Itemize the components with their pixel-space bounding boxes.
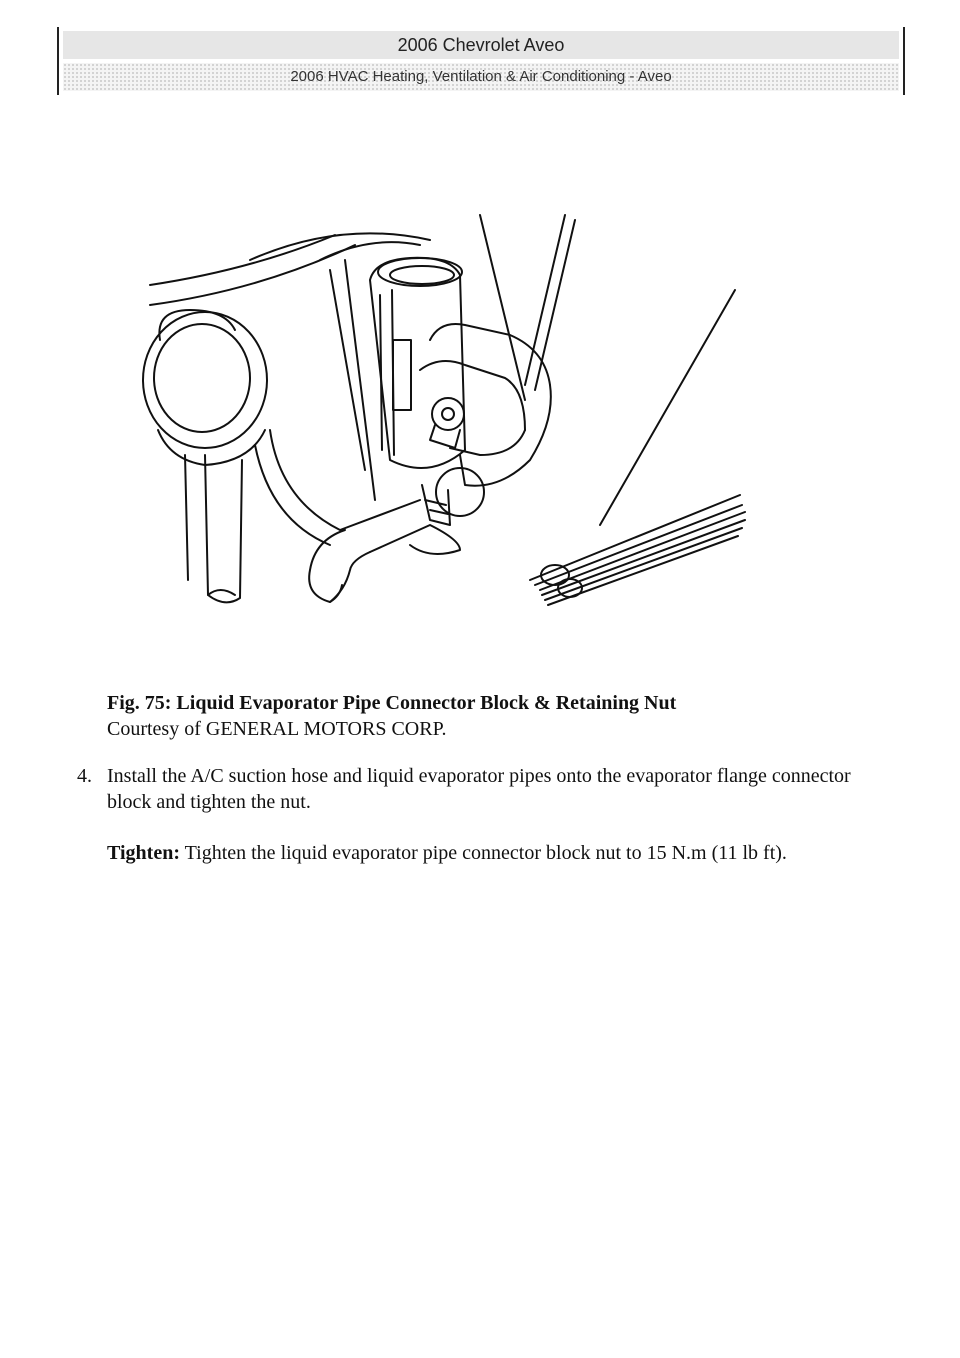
figure-courtesy: Courtesy of GENERAL MOTORS CORP. — [107, 718, 447, 740]
document-title: 2006 Chevrolet Aveo — [63, 31, 899, 59]
torque-spec — [107, 840, 907, 866]
document-header — [57, 27, 905, 95]
step-number: 4. — [77, 765, 92, 787]
figure-caption — [107, 690, 676, 742]
evaporator-pipe-illustration — [130, 200, 770, 620]
figure-label: Fig. 75: Liquid Evaporator Pipe Connector Block & Retaining Nut — [107, 692, 677, 714]
tighten-text: Tighten the liquid evaporator pipe connector block nut to 15 N.m (11 lb ft). — [184, 842, 787, 864]
instruction-step — [60, 763, 880, 815]
step-text: Install the A/C suction hose and liquid evaporator pipes onto the evaporator flange connector block and tighten the nut. — [107, 765, 851, 813]
document-subtitle: 2006 HVAC Heating, Ventilation & Air Conditioning - Aveo — [63, 63, 899, 91]
tighten-label: Tighten: — [107, 842, 180, 864]
